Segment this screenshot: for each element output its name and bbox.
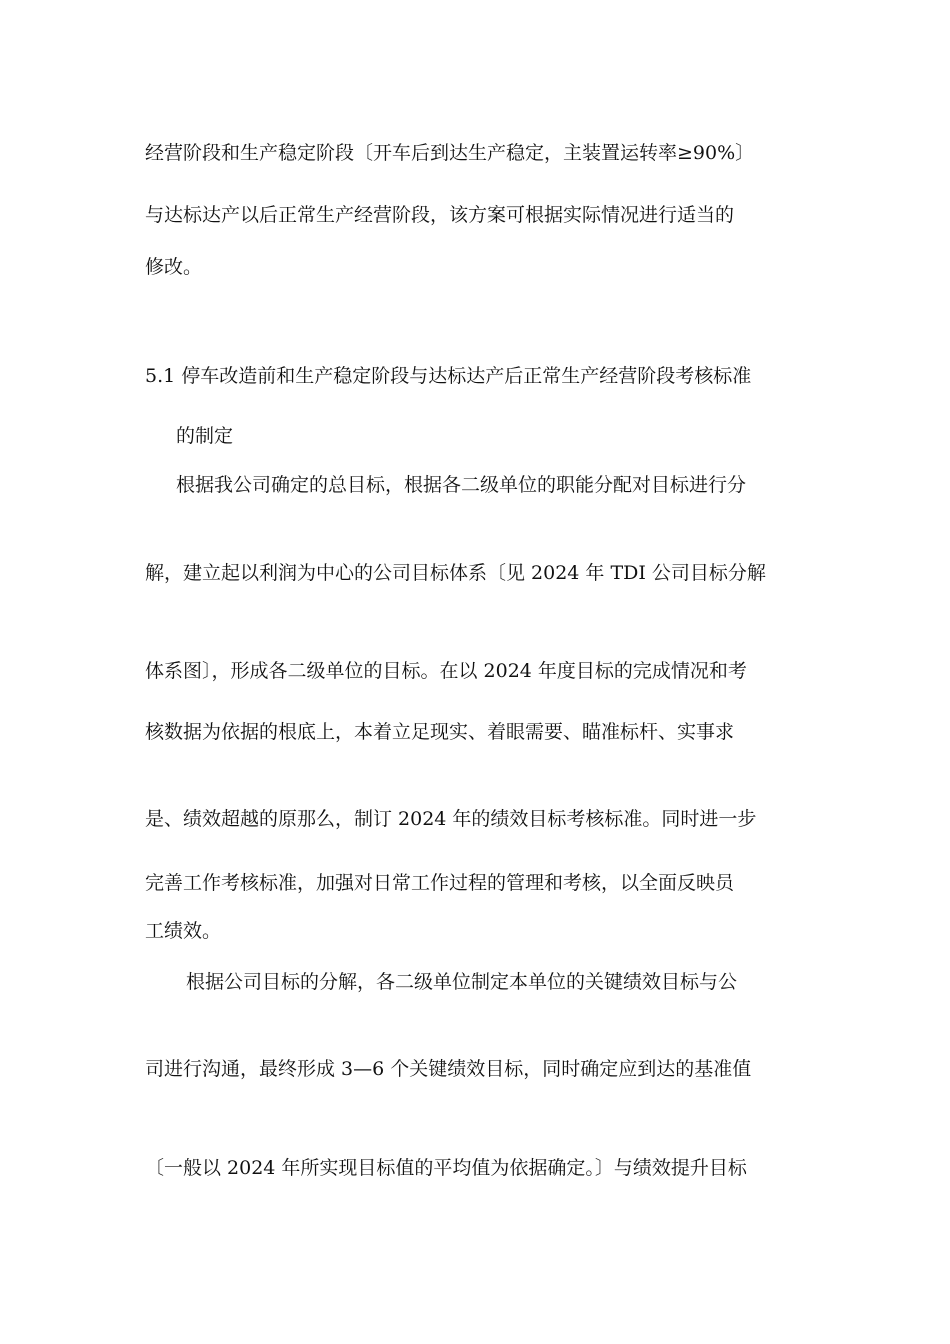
body-line: 〔一般以 2024 年所实现目标值的平均值为依据确定。〕与绩效提升目标 bbox=[145, 1157, 747, 1179]
body-line: 根据我公司确定的总目标，根据各二级单位的职能分配对目标进行分 bbox=[176, 474, 747, 496]
section-heading-continuation: 的制定 bbox=[176, 425, 234, 447]
body-line: 核数据为依据的根底上，本着立足现实、着眼需要、瞄准标杆、实事求 bbox=[145, 721, 735, 743]
body-line: 司进行沟通，最终形成 3—6 个关键绩效目标，同时确定应到达的基准值 bbox=[145, 1058, 752, 1080]
body-line: 根据公司目标的分解，各二级单位制定本单位的关键绩效目标与公 bbox=[186, 971, 738, 993]
body-line: 工绩效。 bbox=[145, 920, 222, 942]
paragraph-line: 经营阶段和生产稳定阶段〔开车后到达生产稳定，主装置运转率≥90%〕 bbox=[145, 142, 755, 164]
paragraph-line: 与达标达产以后正常生产经营阶段，该方案可根据实际情况进行适当的 bbox=[145, 204, 735, 226]
body-line: 是、绩效超越的原那么，制订 2024 年的绩效目标考核标准。同时进一步 bbox=[145, 808, 757, 830]
section-heading: 5.1 停车改造前和生产稳定阶段与达标达产后正常生产经营阶段考核标准 bbox=[145, 365, 752, 387]
body-line: 完善工作考核标准，加强对日常工作过程的管理和考核，以全面反映员 bbox=[145, 872, 735, 894]
body-line: 体系图〕，形成各二级单位的目标。在以 2024 年度目标的完成情况和考 bbox=[145, 660, 747, 682]
paragraph-line: 修改。 bbox=[145, 256, 203, 278]
body-line: 解，建立起以利润为中心的公司目标体系〔见 2024 年 TDI 公司目标分解 bbox=[145, 562, 766, 584]
